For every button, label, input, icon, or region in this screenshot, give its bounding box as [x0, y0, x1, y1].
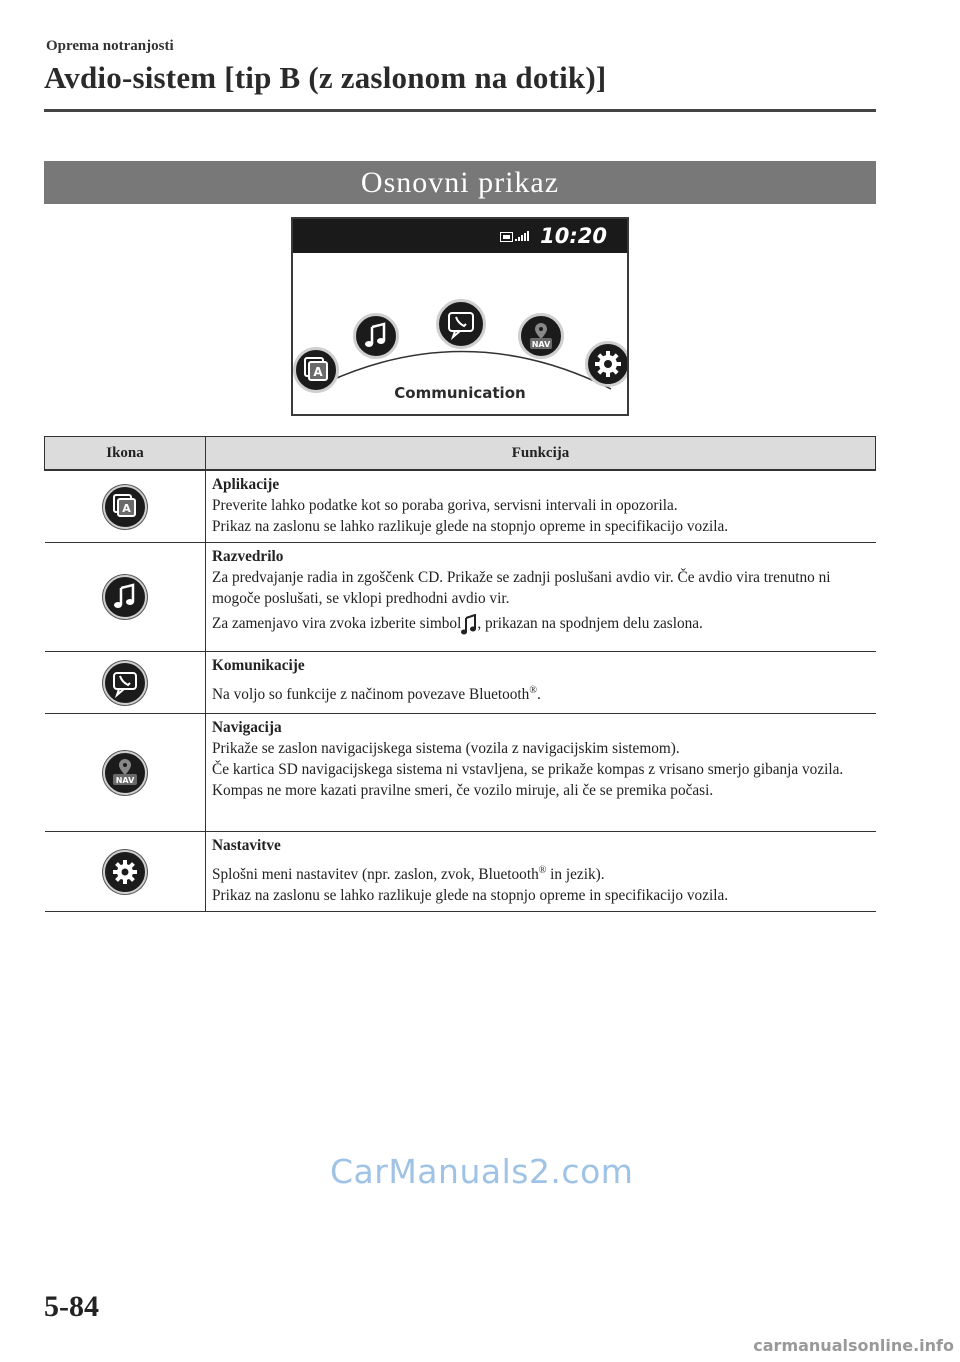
function-cell — [206, 714, 876, 832]
function-title: Razvedrilo — [212, 548, 284, 565]
table-row — [45, 470, 876, 543]
table-row — [45, 652, 876, 714]
screen-music-icon[interactable] — [353, 313, 399, 359]
note-text-after: , prikazan na spodnjem delu zaslona. — [477, 615, 703, 632]
function-text: Na voljo so funkcije z načinom povezave Bluetooth®. — [212, 685, 541, 704]
navigation-icon — [103, 751, 147, 795]
icon-cell — [45, 543, 206, 652]
music-note-icon — [103, 575, 147, 619]
screen-communication-icon[interactable] — [436, 299, 486, 349]
function-cell — [206, 832, 876, 912]
music-note-inline-icon — [461, 614, 477, 634]
breadcrumb: Oprema notranjosti — [46, 38, 174, 54]
column-header-function: Funkcija — [206, 437, 876, 471]
icon-function-table — [44, 436, 876, 912]
section-banner: Osnovni prikaz — [44, 161, 876, 204]
page-number: 5-84 — [44, 1290, 99, 1323]
function-title: Aplikacije — [212, 476, 280, 493]
function-title: Nastavitve — [212, 837, 281, 854]
clock: 10:20 — [540, 224, 607, 248]
note-text-before: Za zamenjavo vira zvoka izberite simbol — [212, 615, 462, 632]
function-note — [212, 613, 868, 634]
function-title: Navigacija — [212, 719, 282, 736]
table-row — [45, 543, 876, 652]
function-text: Kompas ne more kazati pravilne smeri, če vozilo miruje, ali če se premika počasi. — [212, 782, 714, 799]
icon-cell — [45, 832, 206, 912]
table-row — [45, 832, 876, 912]
screen-settings-icon[interactable] — [585, 341, 629, 387]
home-screen-illustration — [291, 217, 629, 416]
function-cell — [206, 652, 876, 714]
function-cell — [206, 543, 876, 652]
column-header-icon: Ikona — [45, 437, 206, 471]
function-text: Prikaže se zaslon navigacijskega sistema (vozila z navigacijskim sistemom). — [212, 740, 680, 757]
function-text: Če kartica SD navigacijskega sistema ni vstavljena, se prikaže kompas z vrisano smerjo gibanja vozila. — [212, 761, 844, 778]
svg-text:A: A — [313, 365, 323, 379]
svg-text:NAV: NAV — [115, 775, 135, 785]
function-text: Prikaz na zaslonu se lahko razlikuje glede na stopnjo opreme in specifikacijo vozila. — [212, 518, 729, 535]
function-cell — [206, 470, 876, 543]
site-mark: carmanualsonline.info — [753, 1336, 954, 1355]
settings-gear-icon — [103, 850, 147, 894]
chapter-title: Avdio-sistem [tip B (z zaslonom na dotik)] — [44, 60, 607, 95]
registered-mark: ® — [538, 865, 547, 876]
communication-icon — [103, 661, 147, 705]
screen-label: Communication — [394, 384, 526, 402]
icon-cell — [45, 470, 206, 543]
function-text: Prikaz na zaslonu se lahko razlikuje glede na stopnjo opreme in specifikacijo vozila. — [212, 887, 729, 905]
svg-text:NAV: NAV — [531, 340, 551, 349]
icon-cell — [45, 652, 206, 714]
svg-text:A: A — [121, 501, 131, 515]
table-header-row — [45, 437, 876, 471]
table-row — [45, 714, 876, 832]
applications-icon — [103, 485, 147, 529]
function-text: Za predvajanje radia in zgoščenk CD. Prikaže se zadnji poslušani avdio vir. Če avdio vira trenutno ni mogoče poslušati, se vklopi predhodni avdio vir. — [212, 569, 831, 607]
function-title: Komunikacije — [212, 657, 305, 674]
function-text: Splošni meni nastavitev (npr. zaslon, zvok, Bluetooth® in jezik). — [212, 865, 605, 884]
registered-mark: ® — [529, 685, 537, 696]
screen-navigation-icon[interactable] — [518, 313, 564, 359]
function-text: Preverite lahko podatke kot so poraba goriva, servisni intervali in opozorila. — [212, 497, 678, 514]
watermark: CarManuals2.com — [330, 1152, 634, 1191]
icon-cell — [45, 714, 206, 832]
title-rule — [44, 109, 876, 112]
